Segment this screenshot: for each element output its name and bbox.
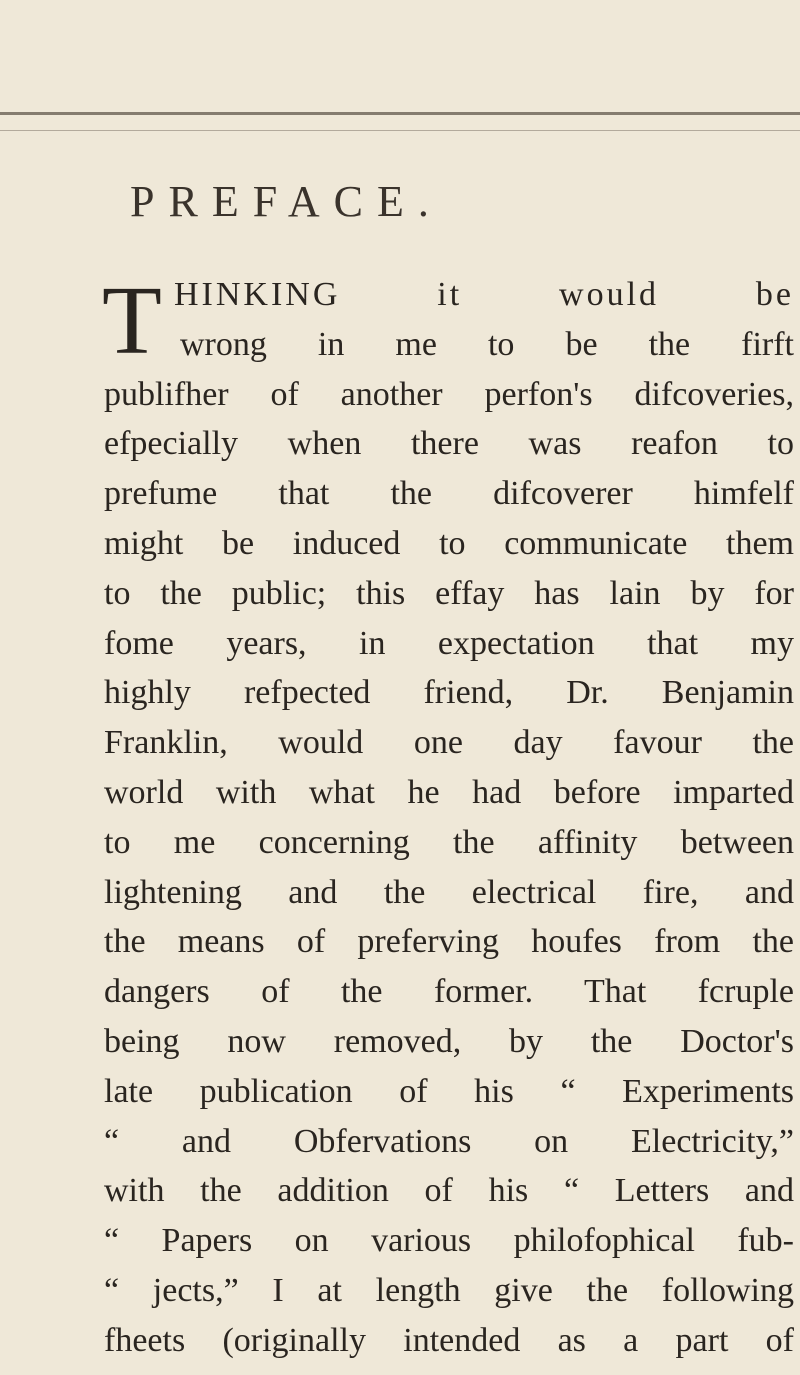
text-line: world with what he had before imparted	[104, 773, 794, 811]
text-line: being now removed, by the Doctor's	[104, 1022, 794, 1060]
text-line: “ Papers on various philofophical fub-	[104, 1222, 794, 1260]
text-line: to me concerning the affinity between	[104, 823, 794, 861]
text-line: “ jects,” I at length give the following	[104, 1271, 794, 1309]
text-line: prefume that the difcoverer himfelf	[104, 475, 794, 513]
text-line: lightening and the electrical fire, and	[104, 873, 794, 911]
top-rule-thin	[0, 130, 800, 131]
text-line: HINKING it would be	[174, 276, 794, 313]
text-line: with the addition of his “ Letters and	[104, 1172, 794, 1210]
text-line: publifher of another perfon's difcoveries,	[104, 375, 794, 413]
text-line: Franklin, would one day favour the	[104, 724, 794, 762]
text-line: fheets (originally intended as a part of	[104, 1321, 794, 1359]
top-rule	[0, 112, 800, 115]
text-line: dangers of the former. That fcruple	[104, 973, 794, 1011]
page-title: PREFACE.	[130, 177, 443, 226]
text-line: efpecially when there was reafon to	[104, 425, 794, 463]
text-line: late publication of his “ Experiments	[104, 1072, 794, 1110]
text-line: fome years, in expectation that my	[104, 624, 794, 662]
body-text	[102, 267, 794, 1366]
text-line: wrong in me to be the firft	[180, 325, 794, 363]
text-line: highly refpected friend, Dr. Benjamin	[104, 674, 794, 712]
text-line: “ and Obfervations on Electricity,”	[104, 1122, 794, 1160]
text-line: to the public; this effay has lain by for	[104, 574, 794, 612]
text-line: might be induced to communicate them	[104, 524, 794, 562]
text-line: the means of preferving houfes from the	[104, 923, 794, 961]
drop-cap: T	[102, 267, 162, 375]
